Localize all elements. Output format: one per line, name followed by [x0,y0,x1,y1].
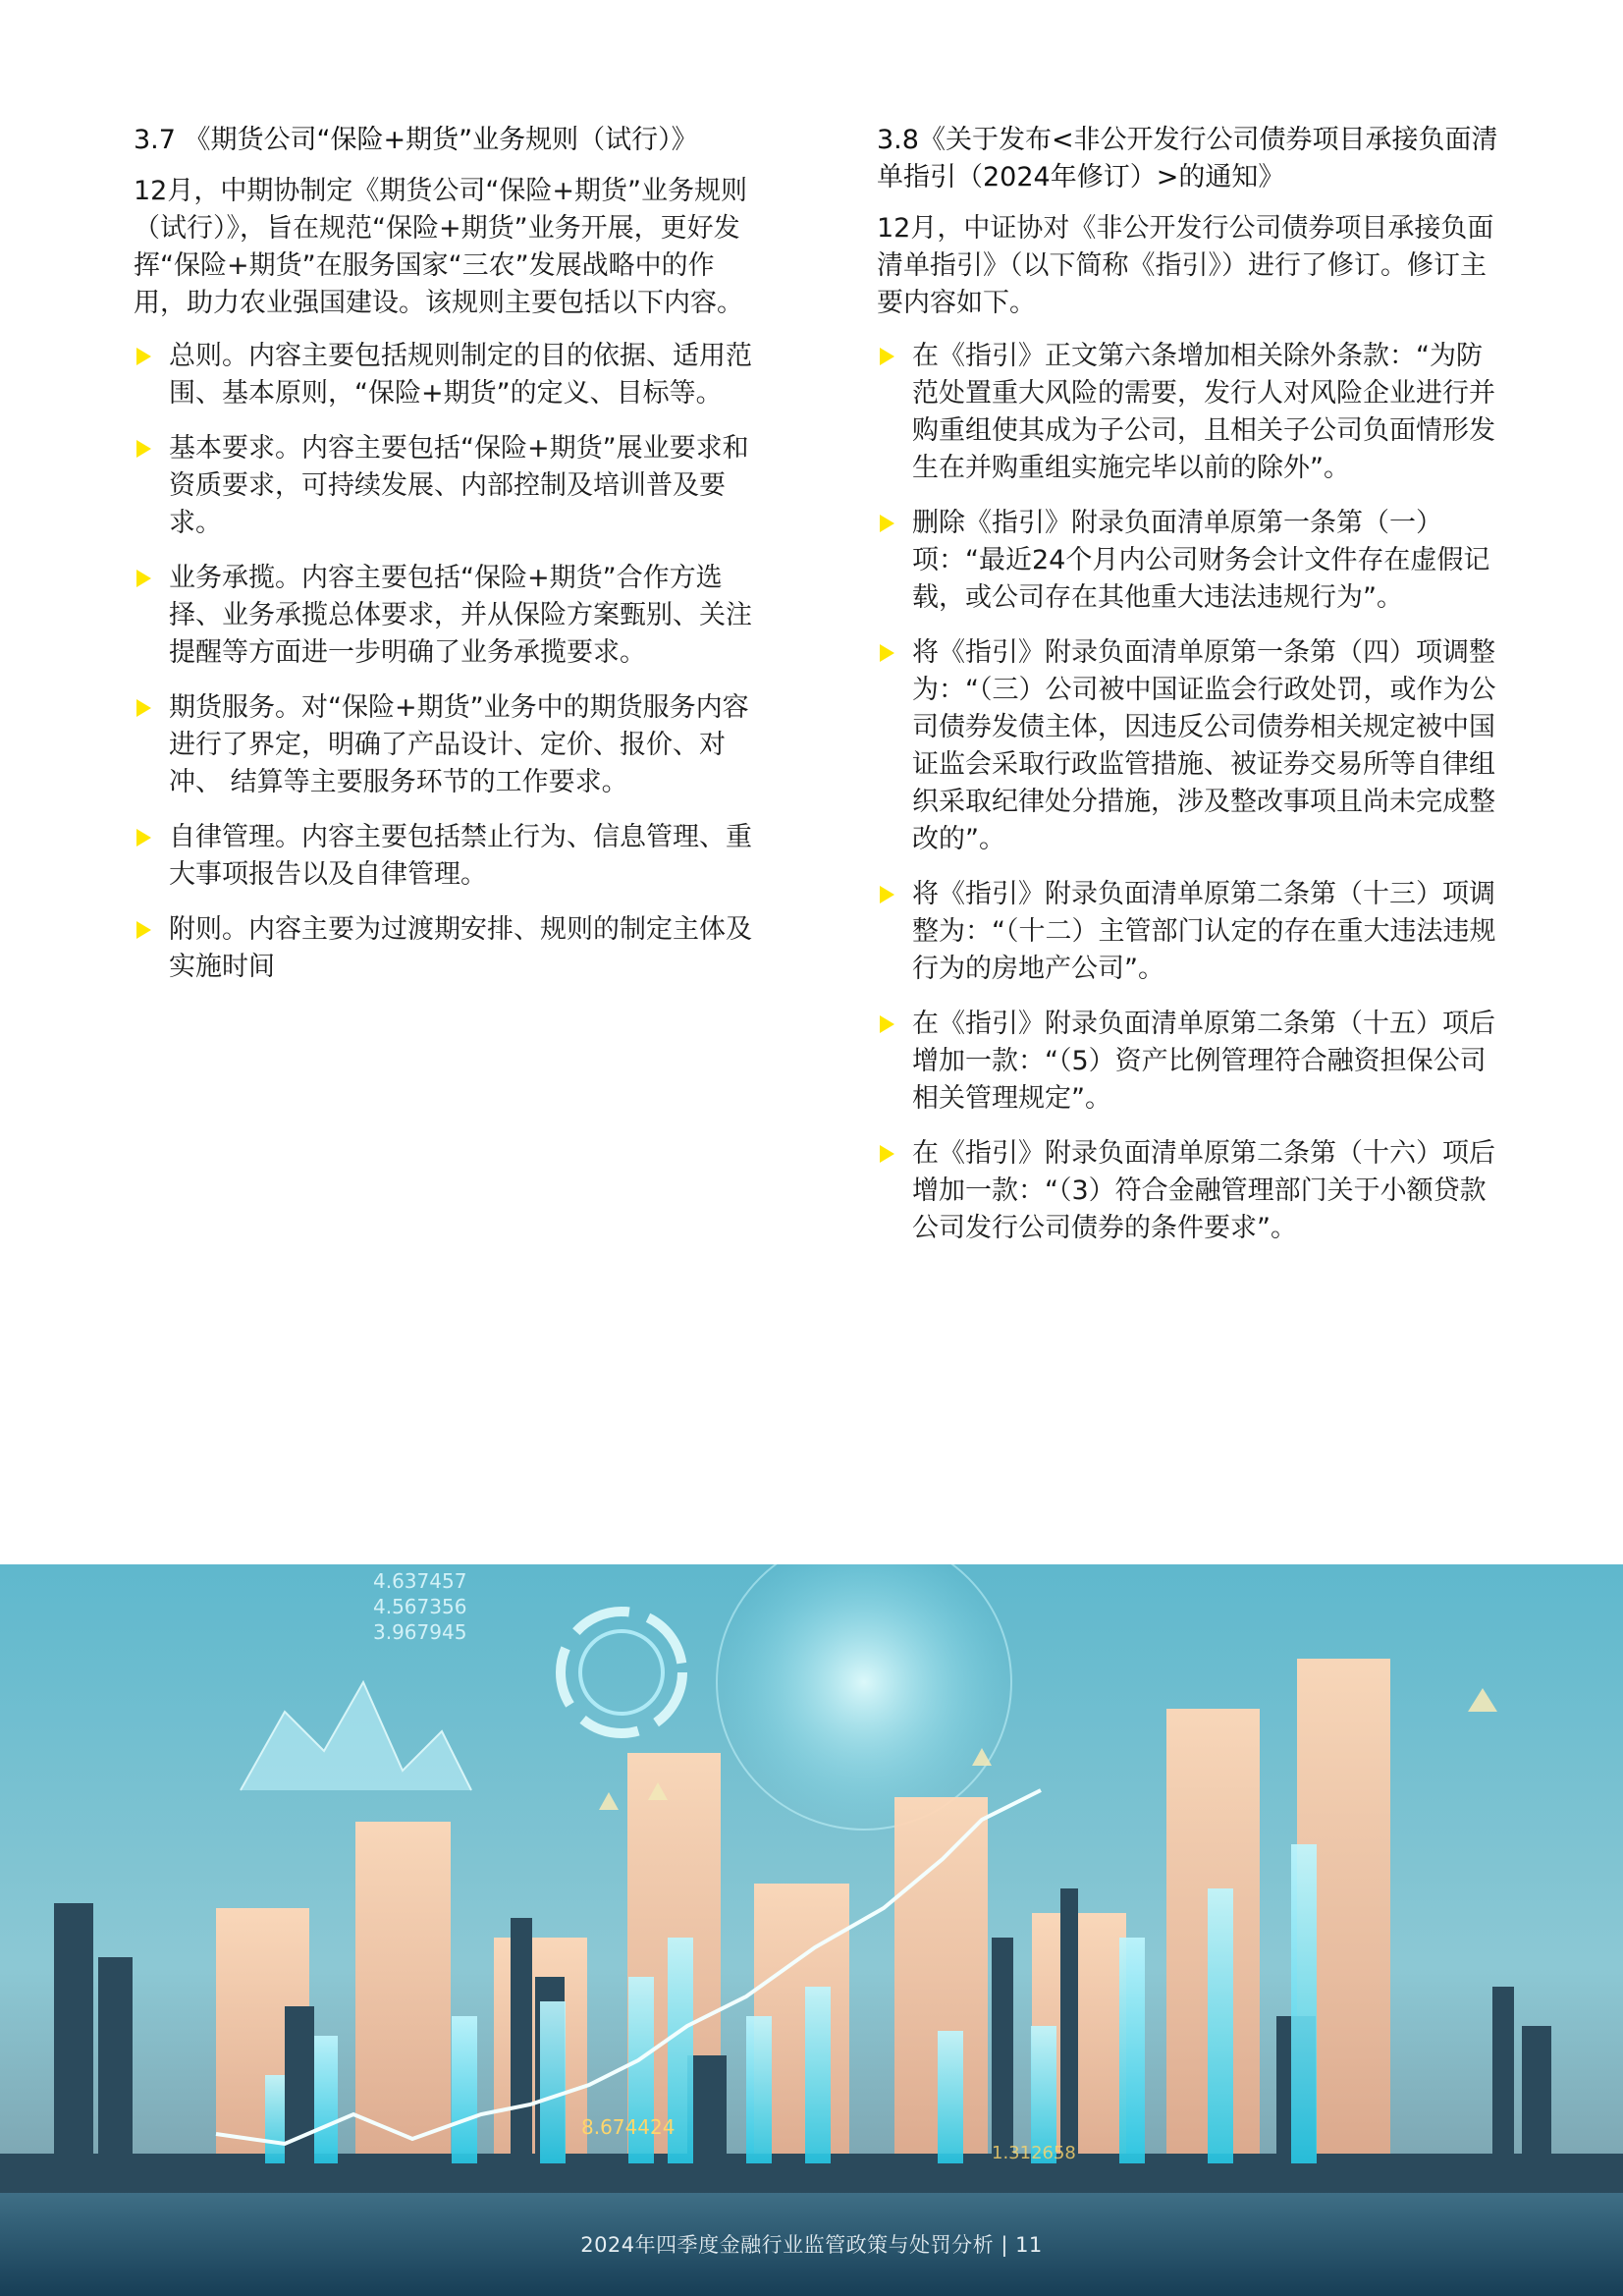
bullet-arrow-icon [136,699,151,717]
banner-number: 8.674424 [581,2115,676,2139]
bullet-item: 删除《指引》附录负面清单原第一条第（一）项：“最近24个月内公司财务会计文件存在虚假记载，或公司存在其他重大违法违规行为”。 [877,505,1505,617]
bullet-arrow-icon [136,829,151,847]
banner-number: 3.967945 [373,1620,467,1644]
bullet-arrow-icon [136,570,151,587]
bullet-item: 期货服务。对“保险+期货”业务中的期货服务内容进行了界定，明确了产品设计、定价、报价、对冲、 结算等主要服务环节的工作要求。 [134,689,762,801]
bullet-arrow-icon [880,644,894,662]
banner-number: 4.567356 [373,1595,467,1618]
bullet-item: 基本要求。内容主要包括“保险+期货”展业要求和资质要求，可持续发展、内部控制及培训普及要求。 [134,430,762,542]
bullet-item: 总则。内容主要包括规则制定的目的依据、适用范围、基本原则，“保险+期货”的定义、目标等。 [134,338,762,412]
bullet-item: 将《指引》附录负面清单原第一条第（四）项调整为：“（三）公司被中国证监会行政处罚，或作为公司债券发债主体，因违反公司债券相关规定被中国证监会采取行政监管措施、被证券交易所等自律组织采取纪律处分措施，涉及整改事项且尚未完成整改的”。 [877,634,1505,858]
bullet-arrow-icon [136,440,151,458]
banner-illustration [0,1564,1623,2296]
page-footer: 2024年四季度金融行业监管政策与处罚分析 | 11 [580,2233,1043,2257]
bullet-arrow-icon [880,515,894,532]
left-column [134,122,762,1004]
bullet-arrow-icon [880,1145,894,1163]
bullet-arrow-icon [880,348,894,365]
bullet-item: 将《指引》附录负面清单原第二条第（十三）项调整为：“（十二）主管部门认定的存在重大违法违规行为的房地产公司”。 [877,876,1505,988]
bullet-arrow-icon [136,921,151,939]
bullet-arrow-icon [880,886,894,903]
right-column [877,122,1505,1265]
bullet-arrow-icon [136,348,151,365]
bullet-arrow-icon [880,1015,894,1033]
section-intro-3-8: 12月，中证协对《非公开发行公司债券项目承接负面清单指引》（以下简称《指引》）进行了修订。修订主要内容如下。 [877,213,1494,318]
bullet-list-3-7 [134,338,762,986]
section-intro-3-7: 12月，中期协制定《期货公司“保险+期货”业务规则（试行）》，旨在规范“保险+期货”业务开展，更好发挥“保险+期货”在服务国家“三农”发展战略中的作用，助力农业强国建设。该规则主要包括以下内容。 [134,176,747,318]
section-title-3-7: 3.7 《期货公司“保险+期货”业务规则（试行）》 [134,125,698,155]
bullet-item: 自律管理。内容主要包括禁止行为、信息管理、重大事项报告以及自律管理。 [134,819,762,894]
bullet-item: 附则。内容主要为过渡期安排、规则的制定主体及实施时间 [134,911,762,986]
bullet-item: 业务承揽。内容主要包括“保险+期货”合作方选择、业务承揽总体要求，并从保险方案甄别、关注提醒等方面进一步明确了业务承揽要求。 [134,560,762,672]
banner-number: 4.637457 [373,1569,467,1593]
bullet-item: 在《指引》附录负面清单原第二条第（十五）项后增加一款：“（5）资产比例管理符合融资担保公司相关管理规定”。 [877,1006,1505,1118]
bullet-item: 在《指引》正文第六条增加相关除外条款：“为防范处置重大风险的需要，发行人对风险企业进行并购重组使其成为子公司，且相关子公司负面情形发生在并购重组实施完毕以前的除外”。 [877,338,1505,487]
finance-city-banner-image [0,1564,1623,2296]
bullet-list-3-8 [877,338,1505,1247]
bullet-item: 在《指引》附录负面清单原第二条第（十六）项后增加一款：“（3）符合金融管理部门关于小额贷款公司发行公司债券的条件要求”。 [877,1135,1505,1247]
banner-number: 1.312658 [992,2143,1076,2163]
section-title-3-8: 3.8《关于发布<非公开发行公司债券项目承接负面清单指引（2024年修订）>的通知》 [877,125,1498,192]
